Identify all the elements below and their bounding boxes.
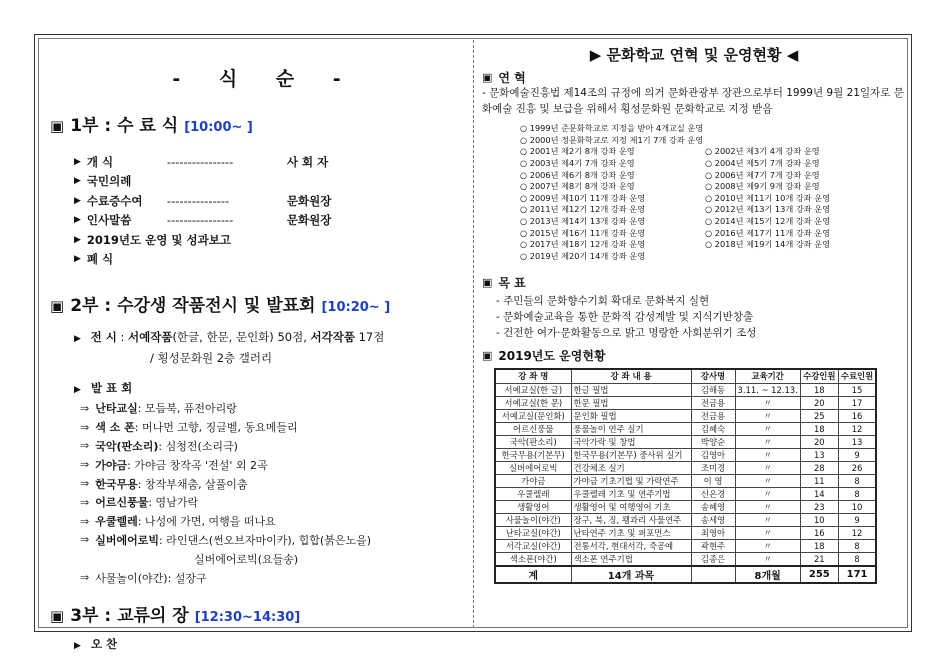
table-header-cell: 수료인원 — [838, 369, 876, 383]
history-item: ○ 1999년 준문화학교로 지정을 받아 4개교실 운영 — [520, 123, 704, 134]
triangle-bullet-icon: ▶ — [74, 640, 81, 651]
table-cell: 송세영 — [691, 513, 735, 526]
list-item: ⇒ 실버에어로빅 : 라인댄스(썬오브자마이카), 힙합(붉은노을) — [80, 533, 371, 547]
table-cell: 국악가락 및 창법 — [571, 435, 691, 448]
table-cell: 국악(판소리) — [495, 435, 571, 448]
arrow-icon: ⇒ — [80, 477, 90, 491]
history-item: ○ 2010년 제11기 10개 강좌 운영 — [705, 192, 831, 203]
goals-list — [496, 293, 906, 341]
history-heading: ▣ 연 혁 — [482, 71, 526, 85]
list-item: ▶ 폐 식 — [74, 252, 114, 267]
history-title: ▶ 문화학교 연혁 및 운영현황 ◀ — [589, 46, 799, 64]
table-cell: 한문 필법 — [571, 396, 691, 409]
table-cell: 조미경 — [691, 461, 735, 474]
table-header-cell: 강 좌 내 용 — [571, 369, 691, 383]
table-cell: 서예교실(한 글) — [495, 383, 571, 396]
list-item: ⇒ 국악(판소리) : 심청전(소리극) — [80, 439, 238, 453]
table-cell: 8 — [838, 474, 876, 487]
table-cell: 〃 — [735, 422, 800, 435]
table-cell: 한국무용(기본무) — [495, 448, 571, 461]
table-cell: 문인화 필법 — [571, 409, 691, 422]
triangle-bullet-icon: ▶ — [74, 334, 81, 344]
table-cell: 14개 과목 — [571, 566, 691, 583]
list-item: ▶ 인사말씀 ---------------- 문화원장 — [74, 213, 332, 228]
table-cell: 14 — [800, 487, 838, 500]
table-cell: 17 — [838, 396, 876, 409]
table-cell: 난타교실(야간) — [495, 526, 571, 539]
table-cell: 13 — [838, 435, 876, 448]
table-cell: 20 — [800, 396, 838, 409]
table-cell: 26 — [838, 461, 876, 474]
list-item: - 건전한 여가·문화활동으로 밝고 명랑한 사회분위기 조성 — [496, 327, 757, 340]
part3-time: [12:30~14:30] — [194, 609, 301, 625]
part2-time: [10:20~ ] — [321, 300, 391, 315]
table-row — [495, 396, 876, 409]
part3-heading — [50, 601, 465, 626]
list-item: ⇒ 사물놀이(야간) : 설장구 — [80, 571, 207, 585]
table-cell: 어르신풍물 — [495, 422, 571, 435]
table-cell: 서각교실(야간) — [495, 539, 571, 552]
table-cell: 171 — [838, 566, 876, 583]
table-cell: 9 — [838, 448, 876, 461]
history-item: ○ 2012년 제13기 13개 강좌 운영 — [705, 204, 831, 215]
table-cell: 13 — [800, 448, 838, 461]
table-cell — [691, 566, 735, 583]
history-item: ○ 2004년 제5기 7개 강좌 운영 — [705, 158, 820, 169]
table-cell: 〃 — [735, 409, 800, 422]
table-cell: 〃 — [735, 526, 800, 539]
table-cell: 서예교실(한 문) — [495, 396, 571, 409]
triangle-bullet-icon: ▶ — [74, 254, 81, 265]
table-row — [495, 526, 876, 539]
square-bullet-icon: ▣ — [50, 297, 65, 315]
right-page — [482, 40, 906, 584]
list-item: ⇒ 난타교실 : 모듬북, 퓨전아리랑 — [80, 401, 237, 416]
table-cell: 김혜숙 — [691, 422, 735, 435]
table-cell: 8 — [838, 552, 876, 566]
table-cell: 〃 — [735, 500, 800, 513]
table-cell: 이 영 — [691, 474, 735, 487]
table-cell: 우쿨렐레 기초 및 연주기법 — [571, 487, 691, 500]
table-header-cell: 수강인원 — [800, 369, 838, 383]
square-bullet-icon: ▣ — [50, 117, 65, 135]
table-cell: 21 — [800, 552, 838, 566]
history-item: ○ 2002년 제3기 4개 강좌 운영 — [705, 146, 820, 157]
history-item: ○ 2019년 제20기 14개 강좌 운영 — [520, 250, 646, 261]
goals-heading: ▣ 목 표 — [482, 276, 526, 291]
table-cell: 우쿨렐레 — [495, 487, 571, 500]
list-item: ▶ 수료증수여 --------------- 문화원장 — [74, 193, 332, 208]
history-text: - 문화예술진흥법 제14조의 규정에 의거 문화관광부 장관으로부터 1999년 9월 21일자로 문화예술 진흥 및 보급을 위해서 횡성문화원 문화학교로 지정 받음 — [482, 87, 904, 115]
table-header-cell: 교육기간 — [735, 369, 800, 383]
triangle-bullet-icon: ▶ — [74, 234, 81, 245]
list-item: - 문화예술교육을 통한 문화적 감성계발 및 지식기반창출 — [496, 311, 754, 324]
table-cell: 10 — [838, 500, 876, 513]
table-body — [495, 383, 876, 583]
table-cell: 〃 — [735, 513, 800, 526]
history-item: ○ 2011년 제12기 12개 강좌 운영 — [520, 204, 646, 215]
table-cell: 생활영어 및 여행영어 기초 — [571, 500, 691, 513]
table-cell: 16 — [838, 409, 876, 422]
table-cell: 〃 — [735, 552, 800, 566]
part3-items: ▶ 오 찬 — [74, 636, 118, 651]
part1-items — [74, 152, 465, 269]
table-header-cell: 강사명 — [691, 369, 735, 383]
table-cell: 18 — [800, 422, 838, 435]
table-cell: 15 — [838, 383, 876, 396]
list-item: ▶ 국민의례 — [74, 174, 132, 189]
table-cell: 16 — [800, 526, 838, 539]
arrow-icon: ⇒ — [80, 439, 90, 453]
list-item: ▶ 2019년도 운영 및 성과보고 — [74, 232, 231, 247]
table-row — [495, 448, 876, 461]
table-cell: 〃 — [735, 474, 800, 487]
table-cell: 18 — [800, 383, 838, 396]
history-item: ○ 2015년 제16기 11개 강좌 운영 — [520, 227, 646, 238]
table-cell: 실버에어로빅 — [495, 461, 571, 474]
table-cell: 〃 — [735, 396, 800, 409]
table-row — [495, 500, 876, 513]
table-cell: 3.11. ~ 12.13. — [735, 383, 800, 396]
list-item: ⇒ 가야금 : 가야금 창작곡 '전설' 외 2곡 — [80, 458, 268, 472]
part3-label: 3부 : 교류의 장 — [70, 605, 189, 626]
arrow-icon: ⇒ — [80, 533, 90, 547]
exhibition-info: ▶ 전 시 : 서예작품(한글, 한문, 문인화) 50점, 서각작품 17점 / 횡성문화원 2층 갤러리 — [74, 330, 385, 365]
history-list — [520, 123, 906, 262]
table-row — [495, 383, 876, 396]
arrow-icon: ⇒ — [80, 514, 90, 528]
table-cell: 12 — [838, 526, 876, 539]
history-item: ○ 2000년 정문화학교로 지정 제1기 7개 강좌 운영 — [520, 134, 704, 145]
list-item: ▶ 개 식 ---------------- 사 회 자 — [74, 154, 329, 169]
table-row — [495, 539, 876, 552]
page-divider — [473, 40, 474, 628]
table-cell: 사물놀이(야간) — [495, 513, 571, 526]
table-cell: 10 — [800, 513, 838, 526]
list-item-continued: 실버에어로빅(요들송) — [194, 552, 299, 566]
program-title: - 식 순 - — [172, 68, 343, 90]
table-cell: 8 — [838, 487, 876, 500]
square-bullet-icon: ▣ — [482, 276, 493, 290]
table-cell: 〃 — [735, 435, 800, 448]
square-bullet-icon: ▣ — [482, 349, 493, 363]
table-cell: 255 — [800, 566, 838, 583]
arrow-icon: ⇒ — [80, 401, 90, 415]
table-cell: 곽현주 — [691, 539, 735, 552]
table-total-row — [495, 566, 876, 583]
list-item: ⇒ 어르신풍물 : 영남가락 — [80, 495, 199, 510]
table-cell: 23 — [800, 500, 838, 513]
table-row — [495, 474, 876, 487]
table-cell: 가야금 — [495, 474, 571, 487]
history-item: ○ 2001년 제2기 8개 강좌 운영 — [520, 146, 635, 157]
list-item: ⇒ 우쿨렐레 : 나성에 가면, 여행을 떠나요 — [80, 514, 276, 529]
arrow-icon: ⇒ — [80, 420, 90, 434]
table-cell: 송혜영 — [691, 500, 735, 513]
table-cell: 〃 — [735, 539, 800, 552]
arrow-icon: ⇒ — [80, 571, 90, 585]
status-heading: ▣ 2019년도 운영현황 — [482, 349, 606, 364]
table-cell: 전금용 — [691, 409, 735, 422]
history-item: ○ 2014년 제15기 12개 강좌 운영 — [705, 216, 831, 227]
arrow-icon: ⇒ — [80, 458, 90, 472]
history-item: ○ 2017년 제18기 12개 강좌 운영 — [520, 239, 646, 250]
history-item: ○ 2003년 제4기 7개 강좌 운영 — [520, 158, 635, 169]
table-cell: 〃 — [735, 448, 800, 461]
table-cell: 한국무용(기본무) 중사위 실기 — [571, 448, 691, 461]
table-cell: 11 — [800, 474, 838, 487]
history-item: ○ 2008년 제9기 9개 강좌 운영 — [705, 181, 820, 192]
square-bullet-icon: ▣ — [50, 606, 65, 625]
table-cell: 생활영어 — [495, 500, 571, 513]
table-cell: 25 — [800, 409, 838, 422]
triangle-bullet-icon: ▶ — [74, 195, 81, 206]
part2-label: 2부 : 수강생 작품전시 및 발표회 — [70, 296, 316, 316]
table-cell: 20 — [800, 435, 838, 448]
table-cell: 김해동 — [691, 383, 735, 396]
table-cell: 9 — [838, 513, 876, 526]
history-item: ○ 2018년 제19기 14개 강좌 운영 — [705, 239, 831, 250]
table-header-cell: 강 좌 명 — [495, 369, 571, 383]
part2-heading — [50, 291, 465, 316]
table-cell: 계 — [495, 566, 571, 583]
triangle-bullet-icon: ▶ — [74, 176, 81, 187]
table-row — [495, 435, 876, 448]
table-header-row — [495, 369, 876, 383]
table-cell: 전통서각, 현대서각, 죽공예 — [571, 539, 691, 552]
part1-label: 1부 : 수 료 식 — [70, 116, 179, 136]
history-item: ○ 2006년 제6기 8개 강좌 운영 — [520, 169, 635, 180]
table-row — [495, 513, 876, 526]
square-bullet-icon: ▣ — [482, 71, 493, 84]
part1-heading — [50, 111, 465, 136]
table-cell: 김종은 — [691, 552, 735, 566]
table-cell: 8 — [838, 539, 876, 552]
table-cell: 가야금 기초기법 및 가락연주 — [571, 474, 691, 487]
table-row — [495, 552, 876, 566]
list-item: ⇒ 한국무용 : 창작부채춤, 살풀이춤 — [80, 477, 248, 491]
table-cell: 신온경 — [691, 487, 735, 500]
left-page — [50, 40, 465, 652]
table-cell: 〃 — [735, 461, 800, 474]
arrow-icon: ⇒ — [80, 495, 90, 509]
table-cell: 색소폰(야간) — [495, 552, 571, 566]
table-cell: 색소폰 연주기법 — [571, 552, 691, 566]
triangle-bullet-icon: ▶ — [74, 385, 81, 395]
list-item: - 주민들의 문화향수기회 확대로 문화복지 실현 — [496, 295, 710, 308]
history-item: ○ 2009년 제10기 11개 강좌 운영 — [520, 192, 646, 203]
table-cell: 8개월 — [735, 566, 800, 583]
table-cell: 장구, 북, 징, 꽹과리 사물연주 — [571, 513, 691, 526]
table-cell: 건강체조 실기 — [571, 461, 691, 474]
table-cell: 한글 필법 — [571, 383, 691, 396]
table-cell: 전금용 — [691, 396, 735, 409]
history-item: ○ 2013년 제14기 13개 강좌 운영 — [520, 216, 646, 227]
history-item: ○ 2006년 제7기 7개 강좌 운영 — [705, 169, 820, 180]
table-row — [495, 409, 876, 422]
triangle-bullet-icon: ▶ — [74, 215, 81, 226]
performance-heading: ▶ 발 표 회 — [74, 381, 133, 395]
table-cell: 28 — [800, 461, 838, 474]
performance-list — [80, 399, 465, 587]
table-row — [495, 422, 876, 435]
list-item: ⇒ 색 소 폰 : 머나먼 고향, 징글벨, 동요메들리 — [80, 420, 298, 435]
table-cell: 12 — [838, 422, 876, 435]
history-item: ○ 2007년 제8기 8개 강좌 운영 — [520, 181, 635, 192]
table-cell: 18 — [800, 539, 838, 552]
history-item: ○ 2016년 제17기 11개 강좌 운영 — [705, 227, 831, 238]
part1-time: [10:00~ ] — [184, 120, 253, 135]
triangle-bullet-icon: ▶ — [74, 156, 81, 167]
table-cell: 풍물놀이 연주 실기 — [571, 422, 691, 435]
table-cell: 김영아 — [691, 448, 735, 461]
table-cell: 서예교실(문인화) — [495, 409, 571, 422]
table-row — [495, 461, 876, 474]
status-table — [494, 368, 877, 584]
table-row — [495, 487, 876, 500]
table-cell: 최영아 — [691, 526, 735, 539]
table-cell: 〃 — [735, 487, 800, 500]
table-cell: 박양순 — [691, 435, 735, 448]
table-cell: 난타연주 기초 및 퍼포먼스 — [571, 526, 691, 539]
